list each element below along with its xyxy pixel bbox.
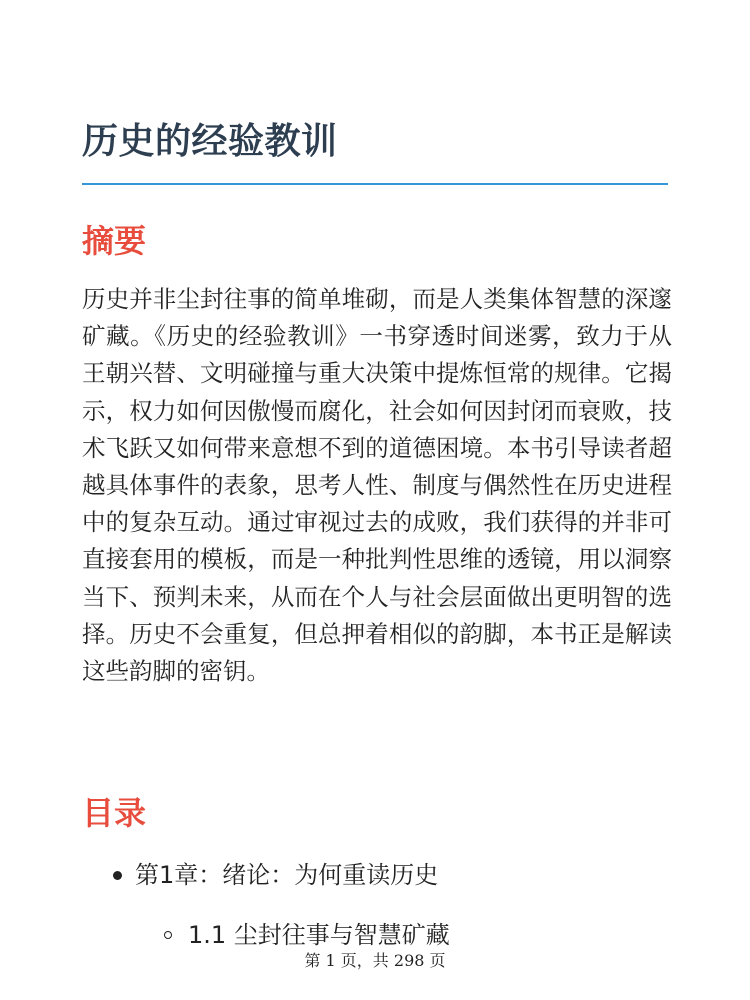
title-divider bbox=[82, 183, 668, 185]
bullet-circle-icon bbox=[164, 931, 172, 939]
page-number-footer: 第 1 页，共 298 页 bbox=[304, 951, 446, 970]
toc-item-chapter-1[interactable] bbox=[135, 855, 438, 895]
toc-heading: 目录 bbox=[82, 794, 147, 832]
bullet-disc-icon bbox=[113, 871, 122, 880]
abstract-paragraph: 历史并非尘封往事的简单堆砌，而是人类集体智慧的深邃矿藏。《历史的经验教训》一书穿透时间迷雾，致力于从王朝兴替、文明碰撞与重大决策中提炼恒常的规律。它揭示，权力如何因傲慢而腐化，社会如何因封闭而衰败，技术飞跃又如何带来意想不到的道德困境。本书引导读者超越具体事件的表象，思考人性、制度与偶然性在历史进程中的复杂互动。通过审视过去的成败，我们获得的并非可直接套用的模板，而是一种批判性思维的透镜，用以洞察当下、预判未来，从而在个人与社会层面做出更明智的选择。历史不会重复，但总押着相似的韵脚，本书正是解读这些韵脚的密钥。 bbox=[82, 285, 672, 686]
toc-item-section-1-1[interactable] bbox=[188, 915, 450, 955]
abstract-heading: 摘要 bbox=[82, 222, 147, 260]
toc-item-label: 第1章：绪论：为何重读历史 bbox=[135, 861, 439, 889]
toc-item-label: 1.1 尘封往事与智慧矿藏 bbox=[188, 921, 450, 949]
book-title: 历史的经验教训 bbox=[82, 121, 338, 162]
